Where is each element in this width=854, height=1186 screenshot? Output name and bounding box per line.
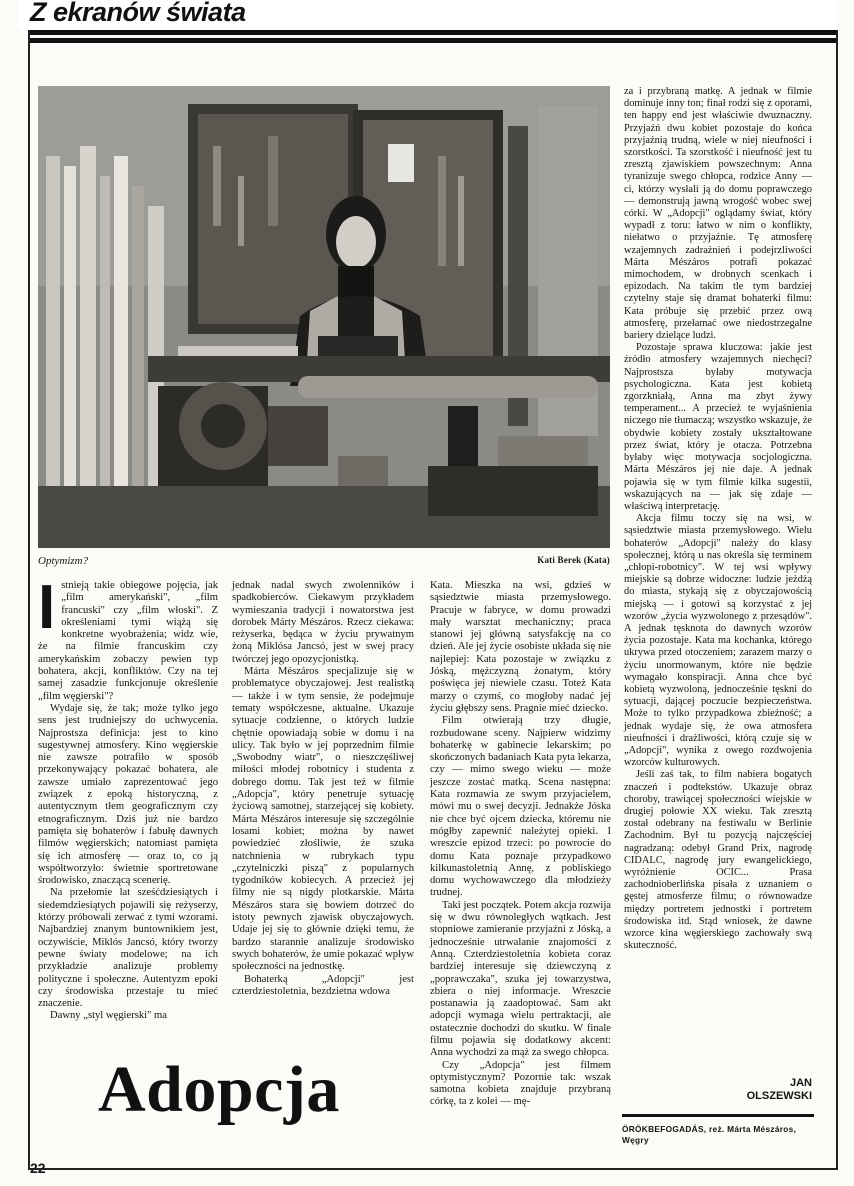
paragraph: Taki jest początek. Potem akcja rozwija się w dwu równoległych wątkach. Jest stopniowe zamieranie przyjaźni z Jóską, a jednocześnie utrwalanie znajomości z Anną. Czterdziestoletnia kobieta coraz bardziej interesuje się dziewczyną z „poprawczaka", szuka jej towarzystwa, zbiera o niej informacje. Wreszcie postanawia ją zaadoptować. Sam akt adopcji wymaga wielu pertraktacji, ale ostatecznie dochodzi do skutku. W finale filmu pojawia się dodatkowy akcent: Anna wychodzi za mąż za swego chłopca. (430, 899, 611, 1059)
article-title: Adopcja (98, 1053, 340, 1126)
paragraph: Jeśli zaś tak, to film nabiera bogatych znaczeń i podtekstów. Ukazuje obraz choroby, trawiącej społeczności wiejskie w drugiej połowie XX wieku. Tak zresztą został odebrany na festiwalu w Berlinie Zachodnim. Był tu pozycją najczęściej nagradzaną: odebył Grand Prix, nagrodę CIDALC, nagrodę jury ewangelickiego, wyróżnienie OCIC... Prasa zachodnioberlińska pisała z uznaniem o gęstej atmosferze filmu; o równowadze między portretem jednostki i portretem środowiska itd. Stąd wniosek, że dawne wzorce kina węgierskiego zachowały swą skuteczność. (624, 769, 812, 952)
paragraph: Pozostaje sprawa kluczowa: jakie jest źródło atmosfery wzajemnych niechęci? Najprostsza byłaby motywacja psychologiczna. Kata jest kobietą zgorzkniałą, Anna ma zbyt żywy temperament... A przecież te wyjaśnienia niczego nie tłumaczą; wszystko wskazuje, że obydwie kobiety zostały ukształtowane przez świat, który je otacza. Potrzebna byłaby więc motywacja socjologiczna. Márta Mészáros jej nie daje. A jednak pojawia się w tym filmie kilka sugestii, wskazujących na — jak się zdaje — właściwą interpretację. (624, 342, 812, 512)
article-column-3 (430, 580, 611, 1109)
paragraph: za i przybraną matkę. A jednak w filmie dominuje inny ton; finał rodzi się z oporami, ten happy end jest właściwie dwuznaczny. Przyjaźń dwu kobiet pozostaje do końca przyjaźnią trudną, wiele w niej nieufności i szorstkości. Ta szorstkość i nieufność jest tu zresztą zjawiskiem powszechnym: Anna tyranizuje swego chłopca, rodzice Anny — ci, którzy wysłali ją do domu poprawczego — demonstrują jawną wrogość wobec swej córki. W „Adopcji" oglądamy świat, który wypadł z toru: łatwo w nim o konflikty, niełatwo o przyjaźnie. Tę atmosferę wzajemnych zadrażnień i podejrzliwości Márta Mészáros potrafi pokazać mimochodem, w drobnych scenkach i epizodach. Na takim tle tym bardziej czytelny staje się dramat bohaterki filmu: Kata próbuje się przebić przez ową atmosferę, przełamać owe niedostrzegalne bariery dzielące ludzi. (624, 86, 812, 342)
film-still-photo (38, 86, 610, 548)
paragraph: Bohaterką „Adopcji" jest czterdziestoletnia, bezdzietna wdowa (232, 973, 414, 997)
paragraph: Márta Mészáros specjalizuje się w problematyce obyczajowej. Jest realistką — także i w tym sensie, że podejmuje tematy współczesne, aktualne. Ukazuje sytuacje codzienne, o których ludzie chętnie opowiadają sobie w domu i na ulicy. Tak było w jej poprzednim filmie „Swobodny wiatr", o nieszczęśliwej miłości młodej robotnicy i studenta z dobrego domu. Tak jest też w filmie „Adopcja", który penetruje sytuację życiową samotnej, starzejącej się kobiety. Márta Mészáros interesuje się szczególnie losami kobiet; można by nawet powiedzieć złośliwie, że szuka natchnienia w rubrykach typu „czytelniczki piszą" z popularnych tygodników kobiecych. A przecież jej filmy nie są nigdy plotkarskie. Márta Mészáros stara się bowiem dotrzeć do istoty pewnych zjawisk obyczajowych. Udaje jej się to głównie dzięki temu, że bardzo starannie analizuje środowisko swych bohaterów, że umie pokazać wpływ społeczności na jednostkę. (232, 666, 414, 973)
paragraph: Akcja filmu toczy się na wsi, w sąsiedztwie miasta przemysłowego. Wielu bohaterów „Adopcji" należy do klasy społecznej, którą u nas określa się terminem „chłopi-robotnicy". W tej wsi wpływy miejskie są dobrze widoczne: ludzie jeżdżą do miasta, stykają się z obyczajowością miejską — i gotowi są korzystać z jej wzorów „życia wyzwolonego z przesądów". A jednak tęsknota do dawnych wzorów życia pozostaje. Kata ma kochanka, którego ukrywa przed otoczeniem; zarazem marzy o życiu unormowanym, które nie będzie wymagało konspiracji. Anna chce być kobietą wyzwoloną, jednocześnie tęskni do sytuacji, dającej poczucie bezpieczeństwa. Może to tylko przypadkowa zbieżność; a jednak wydaje się, że owa atmosfera nieufności i drażliwości, którą czuje się w „Adopcji", wynika z owego rozdwojenia wzorców kulturowych. (624, 513, 812, 769)
drop-cap: I (38, 573, 56, 642)
photo-credit: Kati Berek (Kata) (537, 555, 610, 565)
article-column-4 (624, 86, 812, 952)
photo-illustration (38, 86, 610, 548)
author-first-name: JAN (789, 1077, 812, 1089)
photo-caption: Optymizm? (38, 555, 89, 567)
paragraph: Wydaje się, że tak; może tylko jego sens jest trudniejszy do uchwycenia. Najprostsza definicja: jest to kino sugestywnej atmosfery. Kino węgierskie nie zawsze potrafiło w sposób przekonywający pokazać bohatera, ale zawsze umiało zaprezentować jego związek z epoką historyczną, z autentycznym tłem geograficznym czy etnograficznym. Dziś już nie bardzo pamięta się bohaterów i fabułę dawnych filmów węgierskich; natomiast pamięta się ich atmosferę — oraz to, co ją współtworzyło: świetnie sportretowane środowisko, znaczącą scenerię. (38, 702, 218, 887)
credits-rule (622, 1114, 814, 1117)
section-title: Z ekranów świata (30, 0, 246, 27)
paragraph: jednak nadal swych zwolenników i spadkobierców. Ciekawym przykładem wymieszania tradycji i nowatorstwa jest dorobek Márty Mészáros. Rzecz ciekawa: reżyserka, będąca w życiu prywatnym żoną Miklósa Jancsó, jest w swej pracy twórczej jego opozycjonistką. (232, 580, 414, 665)
page-border-left (28, 30, 30, 1170)
paragraph (38, 573, 218, 703)
paragraph: Na przełomie lat sześćdziesiątych i siedemdziesiątych pojawili się reżyserzy, którzy próbowali zerwać z tymi wzorami. Najbardziej znanym buntownikiem jest, oczywiście, Miklós Jancsó, który tworzy pewne światy modelowe; na ich przykładzie analizuje problemy polityczne i społeczne. Autentyzm epoki czy środowiska przestaje tu mieć znaczenie. (38, 887, 218, 1010)
article-column-1 (38, 573, 218, 1023)
page-border-right (836, 30, 838, 1170)
header-rule (28, 30, 838, 35)
paragraph: Kata. Mieszka na wsi, gdzieś w sąsiedztwie miasta przemysłowego. Pracuje w fabryce, w domu prowadzi mały warsztat mechaniczny; praca stanowi jej główną satysfakcję na co dzień. Ale jej życie osobiste układa się nie najlepiej: Kata pozostaje w związku z Jóską, mężczyzną żonatym, który poświęca jej niewiele czasu. Toteż Kata marzy o czymś, co mogłoby nadać jej życiu głębszy sens. Pragnie mieć dziecko. (430, 580, 611, 714)
paragraph: Dawny „styl węgierski" ma (50, 1010, 168, 1022)
author-last-name: OLSZEWSKI (746, 1090, 812, 1102)
footer-rule (28, 1168, 838, 1170)
paragraph: Czy „Adopcja" jest filmem optymistycznym? Pozornie tak: wszak samotna kobieta znajduje przybraną córkę, ta z kolei — mę- (430, 1059, 611, 1108)
article-column-2 (232, 580, 414, 998)
paragraph: Film otwierają trzy długie, rozbudowane sceny. Najpierw widzimy bohaterkę w gabinecie lekarskim; po skończonych badaniach Kata pyta lekarza, czy — mimo swego wieku — może jeszcze zostać matką. Scena następna: Kata rozmawia ze swym przyjacielem, mówi mu o swej decyzji. Jednakże Jóska nie chce być ojcem dziecka, któremu nie mógłby zapewnić należytej opieki. I wreszcie epizod trzeci: po powrocie do domu Kata poznaje przypadkowo kilkunastoletnią Annę, z pobliskiego domu wychowawczego dla młodzieży trudnej. (430, 715, 611, 899)
header-rule-secondary (28, 38, 838, 43)
paragraph-text: stnieją takie obiegowe pojęcia, jak „film amerykański", „film francuski" czy „film włoski". Z określeniami tymi wiążą się konkretne wyobrażenia; widz wie, że na filmie francuskim czy amerykańskim zobaczy pewien typ bohatera, akcji, konfliktów. Czy na tej samej zasadzie funkcjonuje określenie „film węgierski"? (38, 580, 218, 702)
film-credits: ÖRÖKBEFOGADÁS, reż. Márta Mészáros, Węgry (622, 1124, 797, 1145)
author-byline (700, 1077, 812, 1103)
